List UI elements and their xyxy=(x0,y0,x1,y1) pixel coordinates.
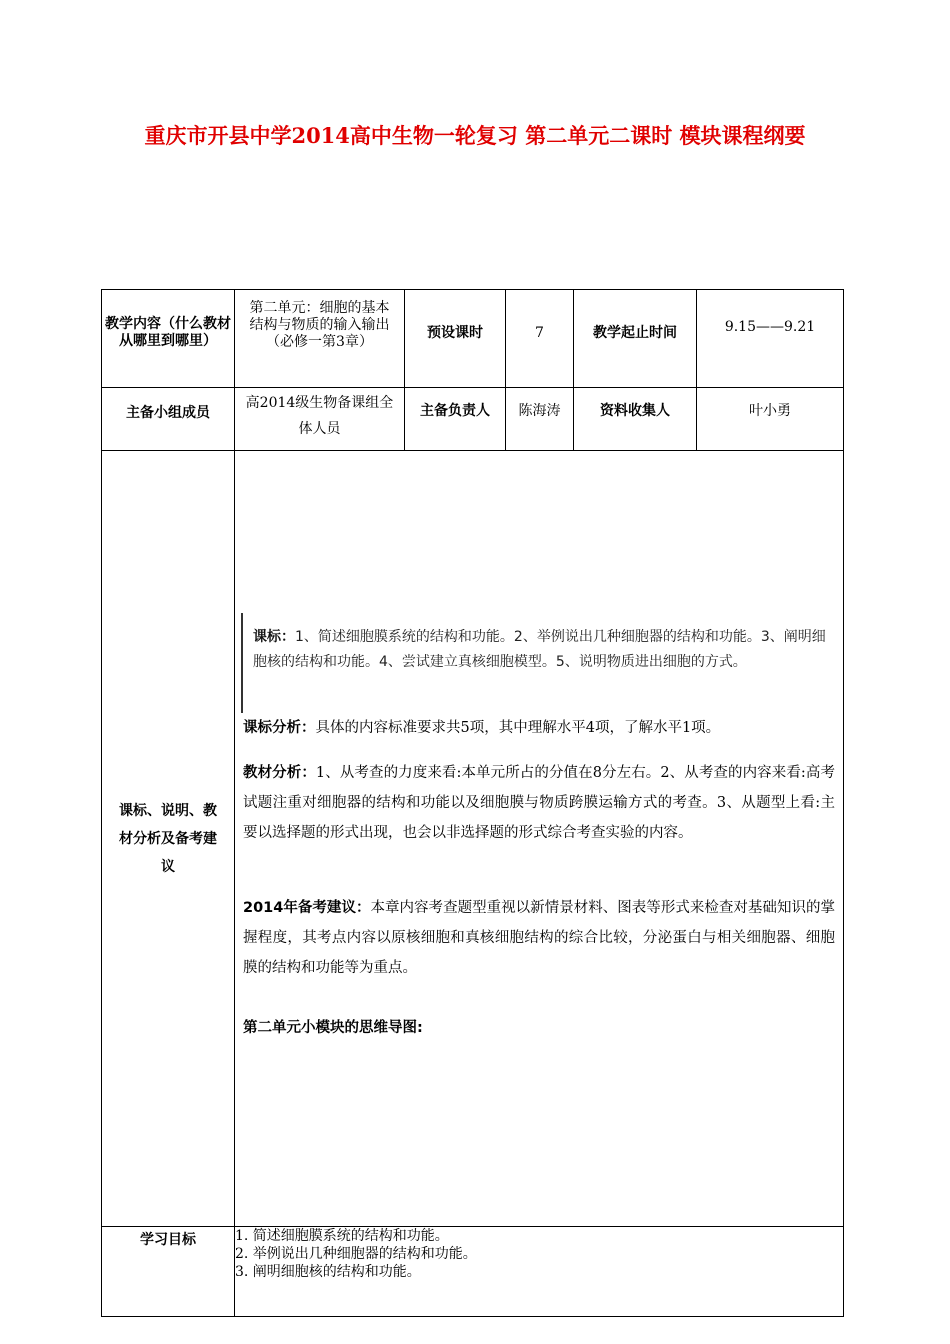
teaching-period-value: 9.15——9.21 xyxy=(697,290,844,388)
list-item: 3. 阐明细胞核的结构和功能。 xyxy=(235,1264,421,1280)
table-row xyxy=(102,451,844,1227)
teaching-content-label: 教学内容（什么教材从哪里到哪里） xyxy=(102,290,235,388)
list-item: 2. 举例说出几种细胞器的结构和功能。 xyxy=(235,1246,477,1262)
standard-analysis-text: 具体的内容标准要求共5项，其中理解水平4项，了解水平1项。 xyxy=(315,720,721,736)
list-item: 1. 简述细胞膜系统的结构和功能。 xyxy=(235,1228,449,1244)
table-row xyxy=(102,388,844,451)
course-outline-table xyxy=(101,289,844,1317)
textbook-analysis-label: 教材分析： xyxy=(243,765,316,781)
material-collector-value: 叶小勇 xyxy=(697,388,844,451)
standard-analysis-paragraph xyxy=(243,713,835,743)
group-members-value: 高2014级生物备课组全体人员 xyxy=(235,388,405,451)
mindmap-heading: 第二单元小模块的思维导图: xyxy=(243,1020,423,1036)
exam-advice-text: 本章内容考查题型重视以新情景材料、图表等形式来检查对基础知识的掌握程度，其考点内容以原核细胞和真核细胞结构的综合比较，分泌蛋白与相关细胞器、细胞膜的结构和功能等为重点。 xyxy=(243,900,836,976)
teaching-content-value: 第二单元：细胞的基本结构与物质的输入输出（必修一第3章） xyxy=(235,290,405,388)
planned-hours-label: 预设课时 xyxy=(405,290,506,388)
textbook-analysis-text: 1、从考查的力度来看:本单元所占的分值在8分左右。2、从考查的内容来看:高考试题注重对细胞器的结构和功能以及细胞膜与物质跨膜运输方式的考查。3、从题型上看:主要以选择题的形式出现，也会以非选择题的形式综合考查实验的内容。 xyxy=(243,765,835,841)
exam-advice-label: 2014年备考建议： xyxy=(243,900,371,916)
lead-person-label: 主备负责人 xyxy=(405,388,506,451)
standards-analysis-label: 课标、说明、教材分析及备考建议 xyxy=(102,451,235,1227)
table-row xyxy=(102,1227,844,1317)
learning-goals-label: 学习目标 xyxy=(102,1227,235,1317)
material-collector-label: 资料收集人 xyxy=(574,388,697,451)
teaching-period-label: 教学起止时间 xyxy=(574,290,697,388)
course-standard-label: 课标： xyxy=(253,629,295,645)
table-row xyxy=(102,290,844,388)
standard-analysis-label: 课标分析： xyxy=(243,720,316,736)
planned-hours-value: 7 xyxy=(506,290,574,388)
group-members-label: 主备小组成员 xyxy=(102,388,235,451)
course-standard-text: 1、简述细胞膜系统的结构和功能。2、举例说出几种细胞器的结构和功能。3、阐明细胞核的结构和功能。4、尝试建立真核细胞模型。5、说明物质进出细胞的方式。 xyxy=(253,629,826,670)
exam-advice-paragraph xyxy=(243,893,835,983)
lead-person-value: 陈海涛 xyxy=(506,388,574,451)
course-standard-excerpt xyxy=(241,613,831,713)
document-title: 重庆市开县中学2014高中生物一轮复习 第二单元二课时 模块课程纲要 xyxy=(144,123,806,148)
learning-goals-list xyxy=(235,1227,844,1317)
textbook-analysis-paragraph xyxy=(243,758,835,848)
standards-analysis-content xyxy=(235,451,844,1227)
